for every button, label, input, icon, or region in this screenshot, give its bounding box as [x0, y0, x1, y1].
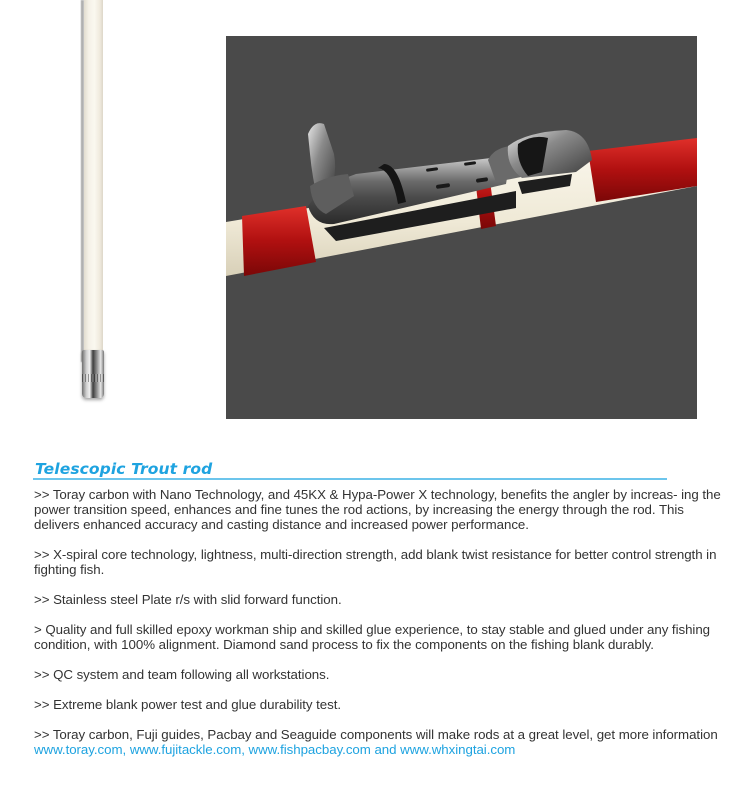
feature-item: >> Toray carbon with Nano Technology, and 45KX & Hypa-Power X technology, benefits the angler by increas- ing the power transition speed, enhances and fine tunes the rod actions, by increasing the energy through the rod. This delivers enhanced accuracy and casting distance and increased power performance.	[34, 487, 721, 532]
link-whxingtai[interactable]: www.whxingtai.com	[400, 742, 516, 757]
rod-end-cap	[82, 350, 104, 398]
link-fishpacbay[interactable]: www.fishpacbay.com	[248, 742, 371, 757]
reel-seat-image	[226, 36, 697, 419]
product-title: Telescopic Trout rod	[35, 460, 213, 478]
rod-blank	[84, 0, 103, 352]
feature-item: >> Stainless steel Plate r/s with slid forward function.	[34, 592, 342, 607]
feature-item: >> Extreme blank power test and glue durability test.	[34, 697, 342, 712]
rod-end-cap-knurl	[82, 374, 104, 382]
closing-paragraph	[34, 727, 722, 757]
title-underline	[33, 478, 667, 480]
product-description	[34, 459, 725, 757]
feature-item: > Quality and full skilled epoxy workman ship and skilled glue experience, to stay stable and glued under any fishing condition, with 100% alignment. Diamond sand process to fix the components on the fishing blank durably.	[34, 622, 711, 652]
link-toray[interactable]: www.toray.com,	[34, 742, 127, 757]
feature-item: >> X-spiral core technology, lightness, multi-direction strength, add blank twist resistance for better control strength in fighting fish.	[34, 547, 717, 577]
feature-list	[34, 487, 722, 772]
left-red-wrap	[242, 206, 316, 276]
closing-text: >> Toray carbon, Fuji guides, Pacbay and Seaguide components will make rods at a great level, get more information	[34, 727, 718, 742]
feature-item: >> QC system and team following all workstations.	[34, 667, 330, 682]
right-red-wrap	[588, 138, 697, 202]
closing-joiner: and	[374, 742, 397, 757]
rod-blank-image	[78, 0, 108, 405]
link-fujitackle[interactable]: www.fujitackle.com,	[129, 742, 245, 757]
reel-seat-illustration	[226, 36, 697, 419]
